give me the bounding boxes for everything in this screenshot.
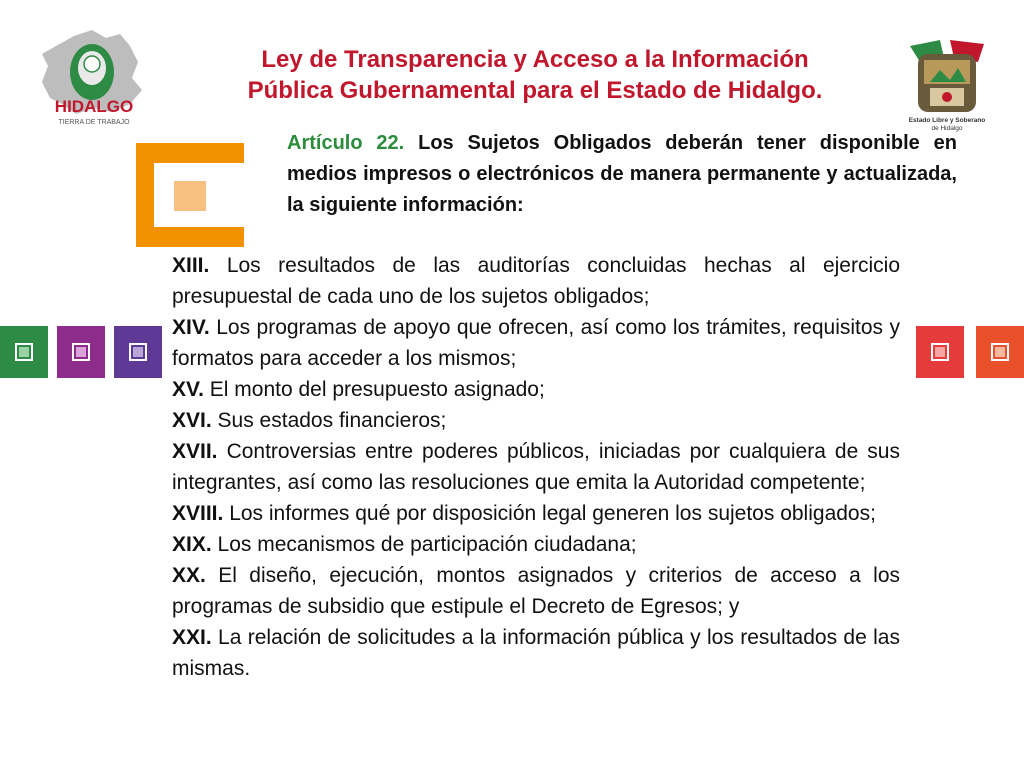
list-item: [172, 312, 900, 374]
article-intro: [287, 128, 957, 221]
orange-bracket-decoration: [136, 143, 244, 247]
item-text: Controversias entre poderes públicos, iniciadas por cualquiera de sus integrantes, así como las resoluciones que emita la Autoridad competente;: [172, 440, 900, 494]
item-text: Los informes qué por disposición legal generen los sujetos obligados;: [229, 502, 876, 525]
hidalgo-logo-tagline: TIERRA DE TRABAJO: [58, 119, 130, 126]
item-text: Los resultados de las auditorías concluidas hechas al ejercicio presupuestal de cada uno de los sujetos obligados;: [172, 254, 900, 308]
item-text: Los mecanismos de participación ciudadana;: [217, 533, 637, 556]
fractions-list: [172, 250, 900, 684]
article-text: Los Sujetos Obligados deberán tener disponible en medios impresos o electrónicos de manera permanente y actualizada, la siguiente información:: [287, 132, 957, 216]
item-text: El monto del presupuesto asignado;: [209, 378, 545, 401]
title-line-1: Ley de Transparencia y Acceso a la Información: [261, 46, 809, 73]
item-number: XVIII.: [172, 502, 224, 525]
hidalgo-logo-name: HIDALGO: [54, 97, 134, 116]
list-item: [172, 560, 900, 622]
list-item: [172, 405, 900, 436]
title-line-2: Pública Gubernamental para el Estado de Hidalgo.: [247, 77, 823, 104]
item-number: XV.: [172, 378, 204, 401]
coat-of-arms-caption-1: Estado Libre y Soberano: [908, 117, 986, 124]
list-item: [172, 529, 900, 560]
item-number: XIII.: [172, 254, 210, 277]
item-number: XVI.: [172, 409, 212, 432]
item-number: XVII.: [172, 440, 218, 463]
list-item: [172, 622, 900, 684]
item-text: Sus estados financieros;: [217, 409, 447, 432]
hidalgo-logo: [34, 28, 154, 132]
list-item: [172, 250, 900, 312]
item-number: XXI.: [172, 626, 212, 649]
green-square-decoration: [0, 326, 48, 378]
orange-red-square-decoration: [976, 326, 1024, 378]
list-item: [172, 374, 900, 405]
item-number: XIV.: [172, 316, 210, 339]
violet-square-decoration: [114, 326, 162, 378]
article-number: Artículo 22.: [287, 132, 405, 154]
coat-of-arms-caption-2: de Hidalgo: [931, 125, 963, 132]
red-square-decoration: [916, 326, 964, 378]
item-text: Los programas de apoyo que ofrecen, así como los trámites, requisitos y formatos para acceder a los mismos;: [172, 316, 900, 370]
list-item: [172, 436, 900, 498]
page-title: [175, 44, 895, 106]
item-number: XIX.: [172, 533, 212, 556]
item-text: El diseño, ejecución, montos asignados y criterios de acceso a los programas de subsidio que estipule el Decreto de Egresos; y: [172, 564, 900, 618]
item-number: XX.: [172, 564, 206, 587]
coat-of-arms-logo: [900, 36, 994, 136]
item-text: La relación de solicitudes a la información pública y los resultados de las mismas.: [172, 626, 900, 680]
list-item: [172, 498, 900, 529]
purple-square-decoration: [57, 326, 105, 378]
